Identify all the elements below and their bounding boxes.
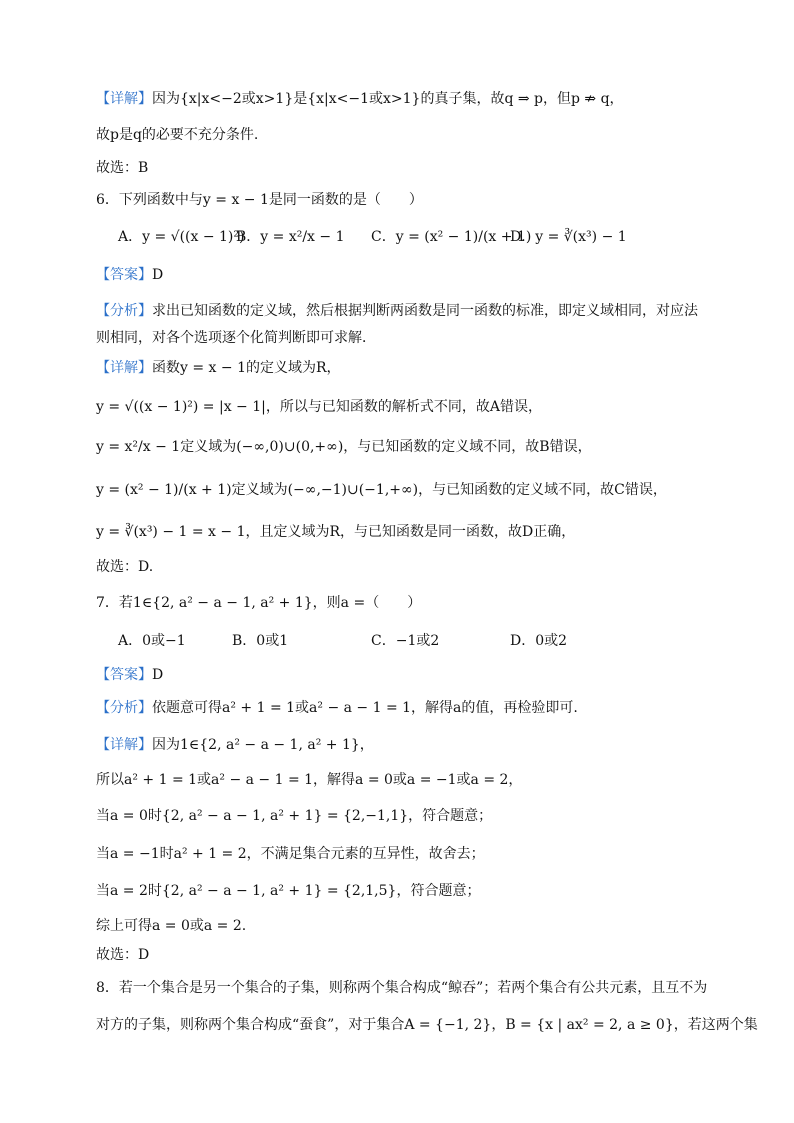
analysis-tag: 【分析】	[96, 303, 152, 319]
line-text: y = ∛(x³) − 1 = x − 1，且定义域为R，与已知函数是同一函数，故D正确，	[96, 524, 576, 540]
q7-option-c: C．−1或2	[371, 633, 440, 649]
line-text: 故p是q的必要不充分条件.	[96, 127, 259, 143]
q6-option-c: C．y = (x² − 1)/(x + 1)	[371, 229, 532, 245]
detail-tag: 【详解】	[96, 91, 152, 107]
line-text: 则相同，对各个选项逐个化简判断即可求解．	[96, 330, 376, 346]
q7-option-a: A．0或−1	[118, 633, 186, 649]
q6-option-b: B．y = x²/x − 1	[236, 229, 345, 245]
line-text: 函数y = x − 1的定义域为R，	[152, 360, 341, 376]
choice-line: 故选：B	[96, 160, 149, 176]
q6-analysis-line	[96, 300, 754, 322]
line-text: 对方的子集，则称两个集合构成“蚕食”，对于集合A = {−1, 2}，B = {x | ax² = 2, a ≥ 0}，若这两个集	[96, 1017, 758, 1033]
q6-answer-line	[96, 264, 754, 286]
line-text: 依题意可得a² + 1 = 1或a² − a − 1 = 1，解得a的值，再检验即可.	[152, 700, 578, 716]
q7-analysis-line	[96, 697, 754, 719]
line-text: 求出已知函数的定义域，然后根据判断两函数是同一函数的标准，即定义域相同，对应法	[152, 303, 698, 319]
line-text: y = x²/x − 1定义域为(−∞,0)∪(0,+∞)，与已知函数的定义域不同，故B错误，	[96, 439, 592, 455]
q7-option-d: D．0或2	[510, 633, 568, 649]
choice-line: 故选：D	[96, 947, 150, 963]
answer-value: D	[152, 667, 164, 683]
question-7: 7．若1∈{2, a² − a − 1, a² + 1}，则a =（ ）	[96, 595, 422, 611]
q6-detail-line	[96, 357, 754, 379]
question-6: 6．下列函数中与y = x − 1是同一函数的是（ ）	[96, 192, 423, 208]
answer-tag: 【答案】	[96, 667, 152, 683]
q7-answer-line	[96, 664, 754, 686]
q6-option-a: A．y = √((x − 1)²)	[118, 229, 245, 245]
q7-option-b: B．0或1	[232, 633, 289, 649]
q7-detail-line	[96, 734, 754, 756]
question-8: 8．若一个集合是另一个集合的子集，则称两个集合构成“鲸吞”；若两个集合有公共元素，且互不为	[96, 980, 708, 996]
detail-tag: 【详解】	[96, 360, 152, 376]
line-text: 当a = 0时{2, a² − a − 1, a² + 1} = {2,−1,1}，符合题意；	[96, 808, 493, 824]
line-text: 综上可得a = 0或a = 2.	[96, 918, 247, 934]
detail-line-q5	[96, 88, 754, 110]
line-text: 当a = 2时{2, a² − a − 1, a² + 1} = {2,1,5}，符合题意；	[96, 883, 481, 899]
line-text: y = √((x − 1)²) = |x − 1|，所以与已知函数的解析式不同，故A错误，	[96, 399, 542, 415]
q6-option-d: D．y = ∛(x³) − 1	[510, 229, 627, 245]
detail-tag: 【详解】	[96, 737, 152, 753]
line-text: 因为1∈{2, a² − a − 1, a² + 1}，	[152, 737, 374, 753]
line-text: 因为{x|x<−2或x>1}是{x|x<−1或x>1}的真子集，故q ⇒ p，但p ⇏ q，	[152, 91, 624, 107]
choice-line: 故选：D.	[96, 559, 154, 575]
line-text: 所以a² + 1 = 1或a² − a − 1 = 1，解得a = 0或a = −1或a = 2，	[96, 772, 523, 788]
analysis-tag: 【分析】	[96, 700, 152, 716]
answer-tag: 【答案】	[96, 267, 152, 283]
answer-value: D	[152, 267, 164, 283]
line-text: 当a = −1时a² + 1 = 2，不满足集合元素的互异性，故舍去；	[96, 846, 485, 862]
line-text: y = (x² − 1)/(x + 1)定义域为(−∞,−1)∪(−1,+∞)，与已知函数的定义域不同，故C错误，	[96, 482, 667, 498]
